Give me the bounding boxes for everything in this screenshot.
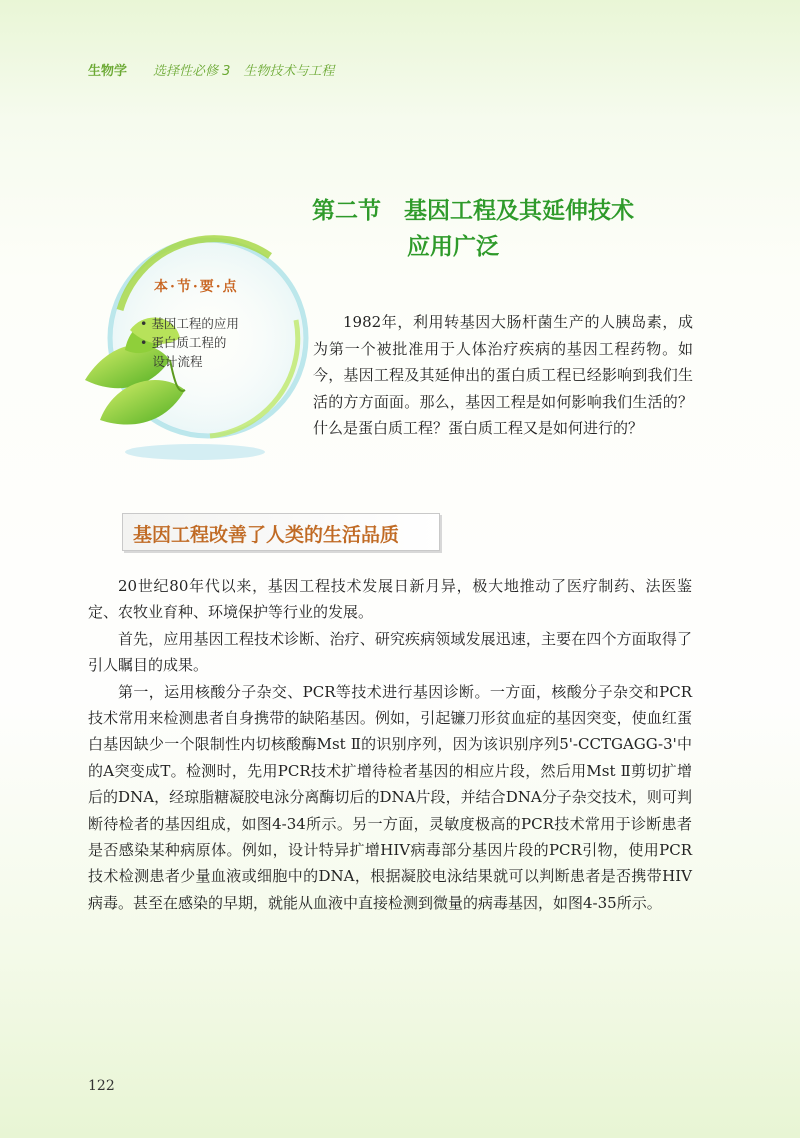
- section-title-line1: 第二节 基因工程及其延伸技术: [312, 197, 634, 224]
- page-header: [88, 60, 334, 79]
- body-paragraph: 首先，应用基因工程技术诊断、治疗、研究疾病领域发展迅速，主要在四个方面取得了引人瞩目的成果。: [88, 629, 692, 675]
- key-points-title: 本·节·要·点: [154, 279, 239, 295]
- subsection-banner: [122, 513, 440, 551]
- body-paragraph: 20世纪80年代以来，基因工程技术发展日新月异，极大地推动了医疗制药、法医鉴定、农牧业育种、环境保护等行业的发展。: [88, 577, 692, 622]
- header-subject: 生物学: [88, 64, 128, 79]
- section-title: [312, 193, 634, 265]
- header-book: 选择性必修 3 生物技术与工程: [153, 64, 335, 79]
- intro-paragraph: 1982年，利用转基因大肠杆菌生产的人胰岛素，成为第一个被批准用于人体治疗疾病的基因工程药物。如今，基因工程及其延伸出的蛋白质工程已经影响到我们生活的方方面面。那么，基因工程是如何影响我们生活的？什么是蛋白质工程？蛋白质工程又是如何进行的？: [313, 313, 693, 437]
- section-title-line2: 应用广泛: [407, 233, 499, 260]
- key-point-item: 设计流程: [140, 354, 203, 369]
- body-paragraph: 第一，运用核酸分子杂交、PCR等技术进行基因诊断。一方面，核酸分子杂交和PCR技术常用来检测患者自身携带的缺陷基因。例如，引起镰刀形贫血症的基因突变，使血红蛋白基因缺少一个限制性内切核酸酶Mst Ⅱ的识别序列，因为该识别序列5'-CCTGAGG-3'中的A突变成T。检测时，先用PCR技术扩增待检者基因的相应片段，然后用Mst Ⅱ剪切扩增后的DNA，经琼脂糖凝胶电泳分离酶切后的DNA片段，并结合DNA分子杂交技术，则可判断待检者的基因组成，如图4-34所示。另一方面，灵敏度极高的PCR技术常用于诊断患者是否感染某种病原体。例如，设计特异扩增HIV病毒部分基因片段的PCR引物，使用PCR技术检测患者少量血液或细胞中的DNA，根据凝胶电泳结果就可以判断患者是否携带HIV病毒。甚至在感染的早期，就能从血液中直接检测到微量的病毒基因，如图4-35所示。: [88, 682, 692, 912]
- page-number: 122: [88, 1078, 115, 1094]
- body-text: [88, 573, 692, 916]
- key-points-list: [140, 314, 239, 371]
- intro-text: [313, 309, 693, 442]
- banner-text: 基因工程改善了人类的生活品质: [133, 524, 400, 546]
- key-points-box: [140, 276, 239, 371]
- key-point-item: • 蛋白质工程的: [140, 335, 227, 350]
- key-point-item: • 基因工程的应用: [140, 316, 239, 331]
